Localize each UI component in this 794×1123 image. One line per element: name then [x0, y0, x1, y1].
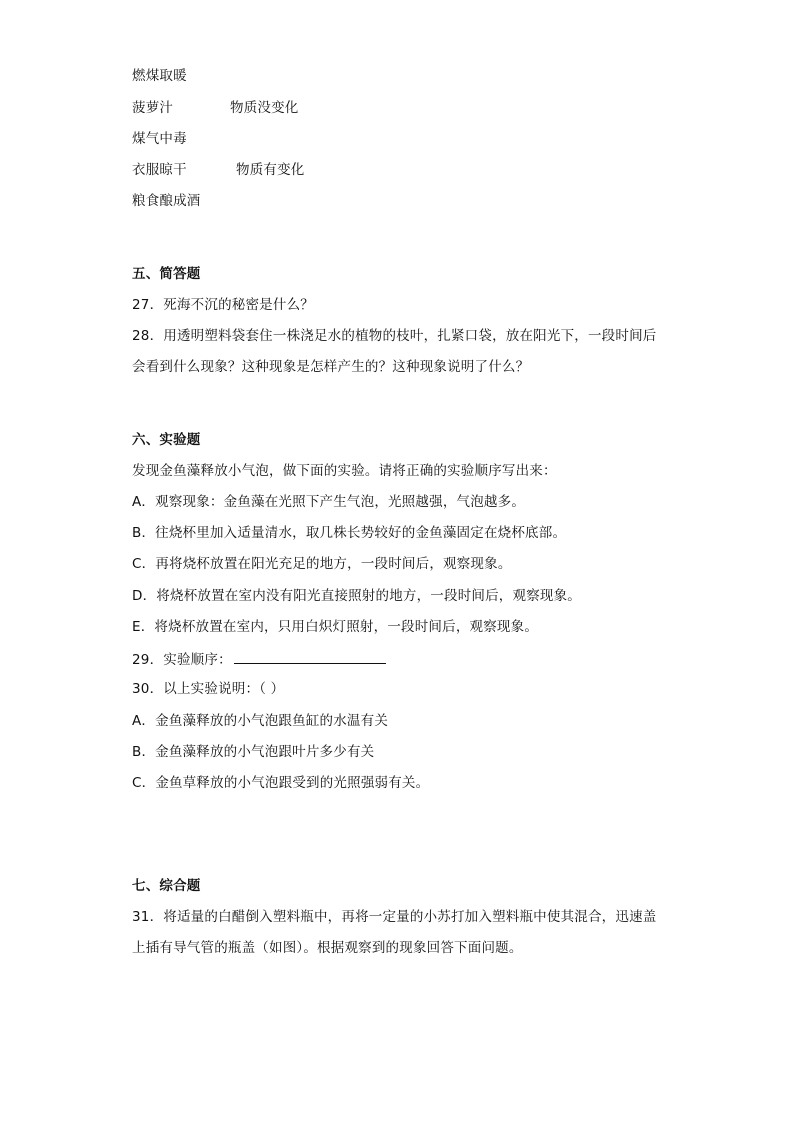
experiment-intro: 发现金鱼藻释放小气泡，做下面的实验。请将正确的实验顺序写出来：	[132, 463, 557, 479]
match-left-item: 衣服晾干	[132, 162, 187, 178]
question-28-line-1: 28．用透明塑料袋套住一株浇足水的植物的枝叶，扎紧口袋，放在阳光下，一段时间后	[132, 328, 657, 344]
answer-blank[interactable]	[234, 649, 386, 664]
match-left-item: 粮食酿成酒	[132, 193, 201, 209]
section-heading-comprehensive: 七、综合题	[132, 878, 201, 894]
question-30: 30．以上实验说明：（ ）	[132, 681, 285, 697]
section-heading-experiment: 六、实验题	[132, 432, 201, 448]
question-29-label: 29．实验顺序：	[132, 652, 232, 668]
question-31-line-1: 31．将适量的白醋倒入塑料瓶中，再将一定量的小苏打加入塑料瓶中使其混合，迅速盖	[132, 909, 657, 925]
experiment-step: A．观察现象：金鱼藻在光照下产生气泡，光照越强，气泡越多。	[132, 494, 526, 510]
option-a: A．金鱼藻释放的小气泡跟鱼缸的水温有关	[132, 713, 389, 729]
question-29	[132, 649, 386, 669]
experiment-step: E．将烧杯放置在室内，只用白炽灯照射，一段时间后，观察现象。	[132, 619, 539, 635]
question-27: 27．死海不沉的秘密是什么？	[132, 297, 314, 313]
match-left-item: 煤气中毒	[132, 131, 187, 147]
section-heading-short-answer: 五、简答题	[132, 266, 201, 282]
match-left-item: 燃煤取暖	[132, 68, 187, 84]
question-28-line-2: 会看到什么现象？这种现象是怎样产生的？这种现象说明了什么？	[132, 359, 530, 375]
match-right-item: 物质没变化	[230, 100, 299, 116]
option-c: C．金鱼草释放的小气泡跟受到的光照强弱有关。	[132, 775, 430, 791]
experiment-step: C．再将烧杯放置在阳光充足的地方，一段时间后，观察现象。	[132, 556, 512, 572]
match-right-item: 物质有变化	[236, 162, 305, 178]
question-31-line-2: 上插有导气管的瓶盖（如图）。根据观察到的现象回答下面问题。	[132, 940, 523, 956]
experiment-step: D．将烧杯放置在室内没有阳光直接照射的地方，一段时间后，观察现象。	[132, 588, 581, 604]
experiment-step: B．往烧杯里加入适量清水，取几株长势较好的金鱼藻固定在烧杯底部。	[132, 525, 567, 541]
option-b: B．金鱼藻释放的小气泡跟叶片多少有关	[132, 744, 375, 760]
match-left-item: 菠萝汁	[132, 100, 174, 116]
